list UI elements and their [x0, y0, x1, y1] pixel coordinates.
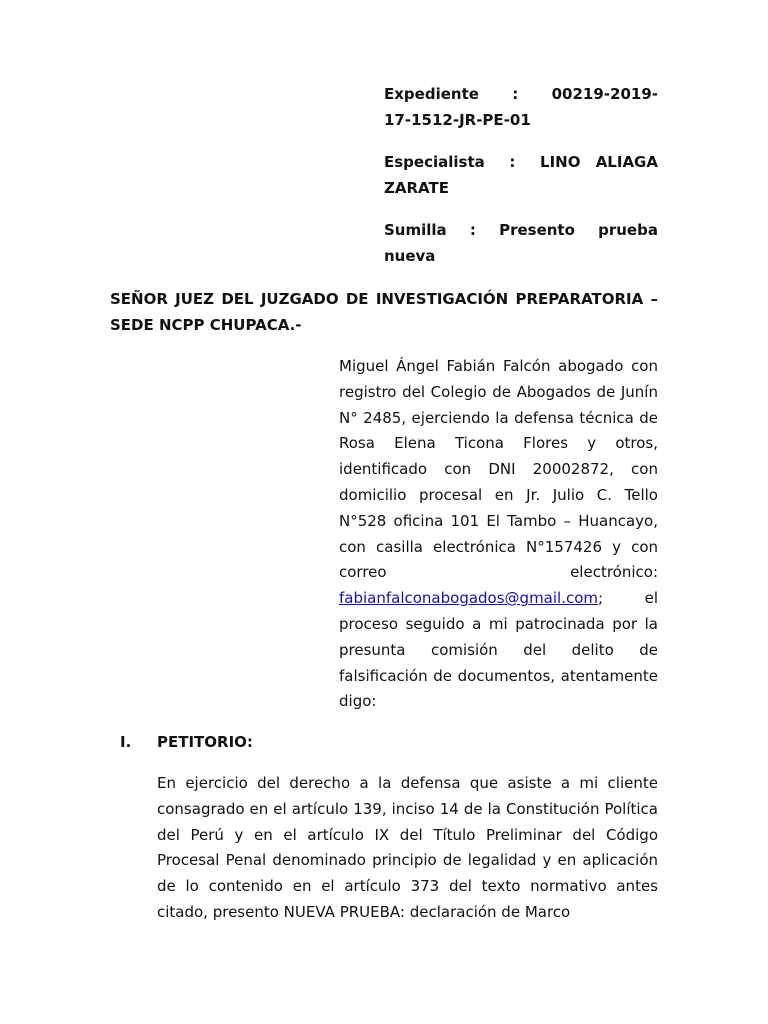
especialista-value-group	[509, 149, 515, 175]
expediente-row	[384, 81, 658, 107]
especialista-row	[384, 149, 658, 175]
email-link[interactable]: fabianfalconabogados@gmail.com	[339, 589, 599, 608]
especialista-value-part2: ZARATE	[384, 179, 449, 197]
expediente-block	[384, 81, 658, 133]
sumilla-label: Sumilla	[384, 221, 447, 239]
intro-paragraph	[339, 354, 658, 715]
sumilla-value-part3: nueva	[384, 247, 436, 265]
sumilla-separator: :	[469, 221, 476, 239]
especialista-value-part1: LINO ALIAGA	[540, 153, 658, 171]
section-title: PETITORIO:	[157, 733, 253, 751]
intro-text-after-email: ; el proceso seguido a mi patrocinada por la presunta comisión del delito de falsificación de documentos, atentamente digo:	[339, 589, 658, 711]
expediente-separator: :	[512, 85, 519, 103]
sumilla-value-part2: prueba	[598, 221, 658, 239]
sumilla-value-part1: Presento	[499, 221, 575, 239]
especialista-label: Especialista	[384, 153, 485, 171]
section-number: I.	[120, 733, 132, 751]
especialista-separator: :	[509, 153, 516, 171]
especialista-block	[384, 149, 658, 201]
expediente-value-part2: 17-1512-JR-PE-01	[384, 111, 531, 129]
petitorio-paragraph: En ejercicio del derecho a la defensa que asiste a mi cliente consagrado en el artículo 139, inciso 14 de la Constitución Política del Perú y en el artículo IX del Título Preliminar del Código Procesal Penal denominado principio de legalidad y en aplicación de lo contenido en el artículo 373 del texto normativo antes citado, presento NUEVA PRUEBA: declaración de Marco	[157, 774, 658, 921]
sumilla-row	[384, 217, 658, 243]
intro-text-before-email: Miguel Ángel Fabián Falcón abogado con registro del Colegio de Abogados de Junín N° 2485, ejerciendo la defensa técnica de Rosa Elena Ticona Flores y otros, identificado con DNI 20002872, con domicilio procesal en Jr. Julio C. Tello N°528 oficina 101 El Tambo – Huancayo, con casilla electrónica N°157426 y con correo electrónico:	[339, 357, 658, 582]
expediente-value-part1: 00219-2019-	[551, 85, 658, 103]
expediente-label: Expediente	[384, 85, 479, 103]
addressee-heading: SEÑOR JUEZ DEL JUZGADO DE INVESTIGACIÓN PREPARATORIA – SEDE NCPP CHUPACA.-	[110, 290, 658, 334]
sumilla-block	[384, 217, 658, 269]
section-heading-petitorio	[120, 729, 660, 755]
